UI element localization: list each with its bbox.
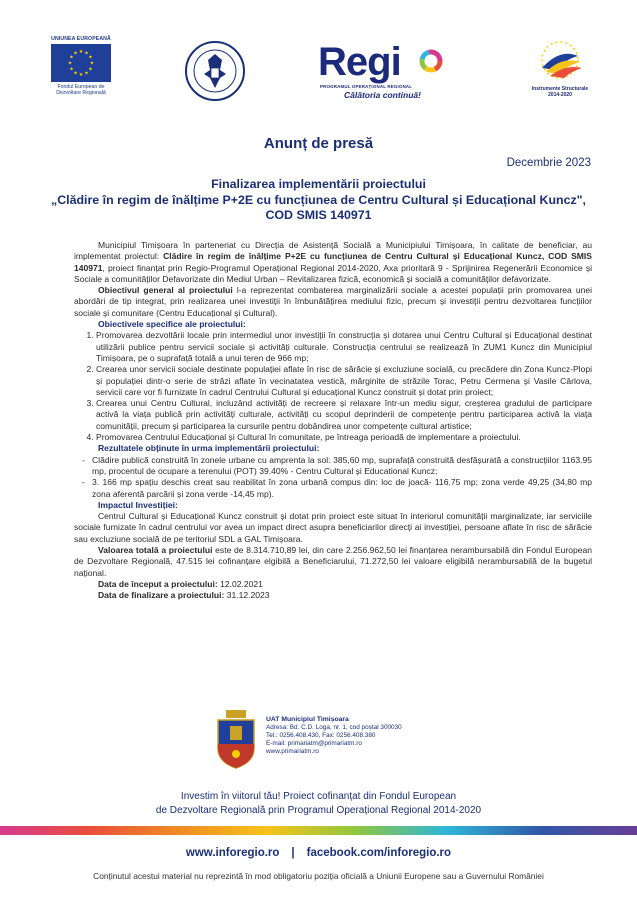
list-item: 4. Promovarea Centrului Educațional și Cultural în comunitate, pe întreaga perioadă de implementare a proiectului. — [96, 432, 592, 443]
press-release-body — [74, 240, 592, 602]
regio-wordmark: Regi — [318, 40, 401, 84]
total-value-label: Valoarea totală a proiectului — [98, 545, 216, 556]
svg-text:★: ★ — [89, 60, 95, 67]
regio-tagline: Călătoria continuă! — [344, 90, 421, 100]
specific-objectives-list — [74, 330, 592, 443]
regio-subtitle: PROGRAMUL OPERAȚIONAL REGIONAL — [320, 84, 413, 89]
structural-instruments-icon — [520, 38, 600, 84]
project-title — [30, 177, 607, 224]
eu-caption — [44, 84, 118, 96]
list-item: 2. Crearea unor servicii sociale destinate populației aflate în risc de sărăcie și excluziune socială, cu precădere din Zona Kuncz-Plopi și populației dintr-o serie de străzi aflate în vecinatatea vestică, mărginite de străzile Torac, Petru Cermena și Vasile Cârlova, servicii care vor fi furnizate în cadrul Centrului Cultural și educațional Kuncz construit și dotat prin proiect; — [96, 364, 592, 398]
general-objective-paragraph — [74, 285, 592, 319]
impact-paragraph: Centrul Cultural și Educațional Kuncz construit și dotat prin proiect este situat în interiorul comunității marginalizate, iar serviciile sociale furnizate în cadrul centrului vor avea un impact direct asupra beneficiarilor direcți ai investiției, persoane aflate în risc de sărăcie sau excluziune socială de pe teritoriul SDL a GAL Timișoara. — [74, 511, 592, 544]
structural-instruments-caption — [520, 86, 600, 98]
svg-text:★: ★ — [84, 70, 89, 77]
project-title-line-1: Finalizarea implementării proiectului — [211, 177, 426, 191]
list-item: - Clădire publică construită în zonele urbane cu amprenta la sol: 385,60 mp, suprafață construită desfășurată a construcțiilor 1163.95 mp, procentul de ocupare a terenului (POT) 39.40% - Centru Cultural și Educational Kuncz; — [92, 455, 592, 478]
is-caption-line-2: 2014-2020 — [548, 92, 572, 98]
project-title-line-2: „Clădire în regim de înălțime P+2E cu funcțiunea de Centru Cultural și Educațional Kuncz", — [51, 192, 586, 207]
eu-caption-line-1: Fondul European de — [57, 84, 105, 90]
svg-text:★: ★ — [88, 54, 93, 61]
intro-text-c: , proiect finanțat prin Regio-Programul Operațional Regional 2014-2020, Axa prioritară 9 - Sprijinirea Regenerării Economice și Sociale a comunităților Defavorizate din Mediul Urban – Revitalizarea fizică, economică și socială a comunităților defavorizate. — [74, 262, 592, 284]
header-logos — [0, 36, 637, 106]
uat-phone: Tel.: 0256.408.430, Fax: 0256.408.380 — [266, 732, 376, 739]
eu-title: UNIUNEA EUROPEANĂ — [51, 36, 111, 42]
svg-text:★: ★ — [73, 70, 78, 77]
uat-address: Adresa: Bd. C.D. Loga, nr. 1, cod poștal 300030 — [266, 724, 402, 731]
general-objective-label: Obiectivul general al proiectului — [98, 285, 237, 296]
total-value-text: este de 8.314.710,89 lei, din care 2.256.962,50 lei finanțarea nerambursabilă din Fondul European de Dezvoltare Regională, 47.515 lei cofinanțare elgibilă a Beneficiarului, 71.272,50 lei valoare eligibilă nerambursabilă de la bugetul național. — [74, 545, 592, 578]
svg-text:★: ★ — [78, 72, 84, 78]
uat-website[interactable]: www.primariatm.ro — [266, 748, 319, 755]
regio-o-icon — [416, 44, 446, 74]
eu-flag-icon — [51, 44, 111, 82]
svg-text:★: ★ — [69, 66, 74, 73]
release-date: Decembrie 2023 — [506, 157, 591, 169]
uat-email[interactable]: E-mail: primariatm@primariatm.ro — [266, 740, 362, 747]
list-item: - 3. 166 mp spațiu deschis creat sau reabilitat în zona urbană compus din: loc de joacă- 116,75 mp; zona verde 49,25 (34,80 mp zona aferentă parcării și zona verde -14,45 mp). — [92, 477, 592, 500]
eu-caption-line-2: Dezvoltare Regională — [56, 90, 106, 96]
eu-logo — [44, 36, 118, 96]
disclaimer: Conținutul acestui material nu reprezintă în mod obligatoriu poziția oficială a Uniunii Europene sau a Guvernului României — [93, 871, 544, 881]
results-heading: Rezultatele obținute în urma implementării proiectului: — [98, 443, 320, 454]
specific-objectives-heading: Obiectivele specifice ale proiectului: — [98, 319, 246, 330]
link-separator: | — [291, 847, 295, 859]
start-date-line — [74, 579, 592, 590]
intro-paragraph — [74, 240, 592, 285]
list-item: 1. Promovarea dezvoltării locale prin intermediul unor investiții în construcția și dotarea unui Centru Cultural și Educațional destinat utilizării publice pentru servicii sociale și activități culturale. Construcția centrului se realizează în ZUM1 Kuncz din Municipiul Timișoara, pe o suprafață totală a unui teren de 966 mp; — [96, 330, 592, 364]
svg-text:★: ★ — [73, 50, 78, 57]
uat-text — [266, 716, 402, 756]
project-title-line-3: COD SMIS 140971 — [265, 208, 372, 222]
is-caption-line-1: Instrumente Structurale — [531, 86, 589, 92]
structural-instruments-logo — [520, 38, 600, 104]
start-date-value: 12.02.2021 — [220, 578, 263, 589]
investment-statement — [0, 790, 637, 817]
results-list — [74, 455, 592, 500]
impact-heading: Impactul Investiției: — [98, 499, 178, 510]
intro-project-name: Clădire în regim de înălțime P+2E cu funcțiunea de Centru Cultural și Educațional Kuncz, COD SMIS 140971 — [74, 251, 592, 273]
timisoara-crest-icon — [216, 710, 256, 770]
end-date-line — [74, 590, 592, 601]
government-seal-icon — [184, 40, 246, 102]
svg-text:★: ★ — [78, 49, 84, 55]
start-date-label: Data de început a proiectului: — [98, 578, 221, 589]
regio-logo — [316, 40, 448, 100]
uat-name: UAT Municipiul Timișoara — [266, 716, 349, 723]
svg-text:★: ★ — [67, 60, 73, 67]
uat-contact-block — [216, 710, 456, 774]
end-date-value: 31.12.2023 — [226, 590, 270, 601]
footer-links — [0, 847, 637, 859]
investment-line-1: Investim în viitorul tău! Proiect cofinanțat din Fondul European — [180, 791, 457, 802]
list-item: 3. Crearea unui Centru Cultural, incluzând activități de recreere și relaxare într-un mediu sigur, creșterea gradului de participare activă la viața publică prin activități culturale, activități cu scopul deprinderii de competențe pentru participarea activă la viața comunității, precum și participarea la cursurile pentru dobândirea unor competențe cultural artistice; — [96, 398, 592, 432]
inforegio-link[interactable]: www.inforegio.ro — [185, 847, 280, 859]
svg-text:★: ★ — [84, 50, 89, 57]
svg-text:★: ★ — [88, 66, 93, 73]
page-title: Anunț de presă — [263, 135, 374, 152]
investment-line-2: de Dezvoltare Regională prin Programul Operațional Regional 2014-2020 — [155, 804, 482, 816]
total-value-paragraph — [74, 545, 592, 579]
end-date-label: Data de finalizare a proiectului: — [98, 590, 227, 601]
general-objective-text: l-a reprezentat combaterea marginalizării sociale a acestei populații prin promovarea unei abordări de tip integrat, prin realizarea unei investiții în îmbunătățirea mediului fizic, precum și investiții pentru dezvoltarea funcțiilor sociale și comunitare (Centru Educațional și Cultural). — [74, 285, 592, 318]
intro-text-a: Municipiul Timișoara în parteneriat cu Direcția de Asistență Socială a Municipiului Timișoara, în calitate de beneficiar, au implementat proiectul: — [74, 240, 592, 262]
color-stripe — [0, 826, 637, 835]
svg-text:★: ★ — [69, 54, 74, 61]
facebook-link[interactable]: facebook.com/inforegio.ro — [306, 847, 452, 859]
